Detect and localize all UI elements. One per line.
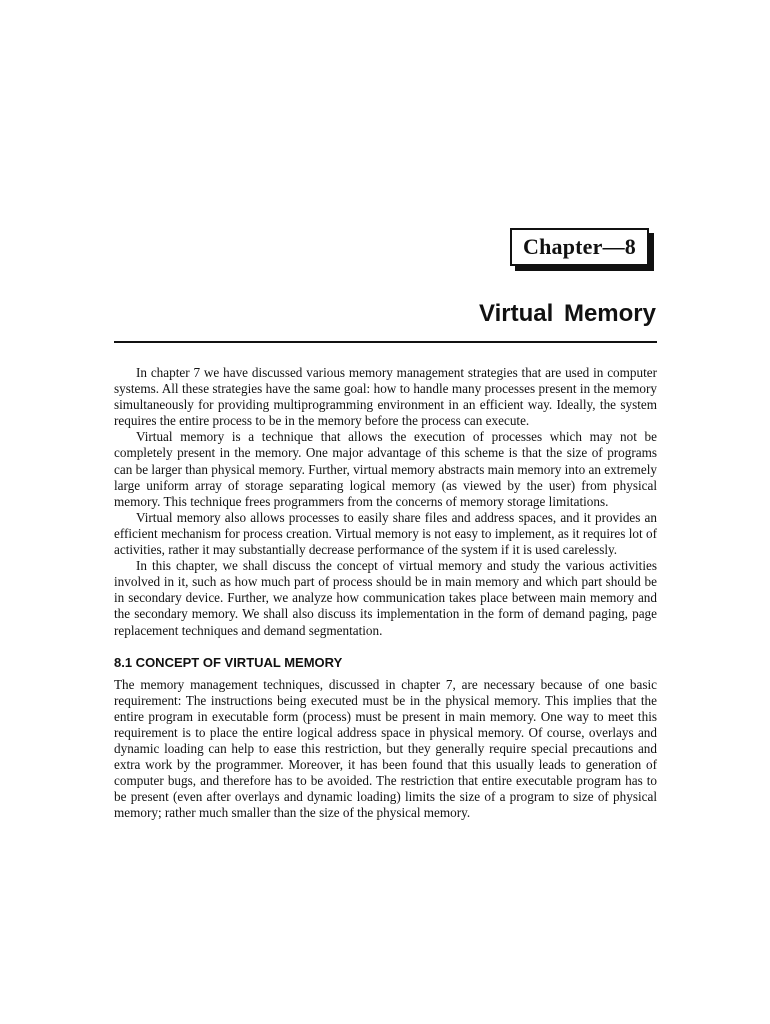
section-heading: 8.1 CONCEPT OF VIRTUAL MEMORY — [114, 654, 343, 670]
chapter-label: Chapter—8 — [522, 234, 636, 259]
chapter-label-box — [510, 228, 649, 266]
chapter-title: Virtual Memory — [479, 300, 656, 327]
section-paragraph: The memory management techniques, discussed in chapter 7, are necessary because of one basic requirement: The instructions being executed must be in the physical memory. This implies that the entire program in executable form (process) must be present in main memory. One way to meet this requirement is to place the entire logical address space in physical memory. Of course, overlays and dynamic loading can help to ease this restriction, but they generally require special precautions and extra work by the programmer. Moreover, it has been found that this usually leads to generation of computer bugs, and therefore has to be avoided. The restriction that entire executable program has to be present (even after overlays and dynamic loading) limits the size of a program to size of physical memory; rather much smaller than the size of the physical memory. — [114, 676, 657, 821]
intro-paragraph-3: Virtual memory also allows processes to easily share files and address spaces, and it provides an efficient mechanism for process creation. Virtual memory is not easy to implement, as it requires lot of activities, rather it may substantially decrease performance of the system if it is used carelessly. — [114, 509, 657, 558]
title-divider — [114, 341, 657, 343]
intro-paragraph-4: In this chapter, we shall discuss the concept of virtual memory and study the various activities involved in it, such as how much part of process should be in main memory and which part should be in secondary device. Further, we analyze how communication takes place between main memory and the secondary memory. We shall also discuss its implementation in the form of demand paging, page replacement techniques and demand segmentation. — [114, 558, 657, 638]
intro-paragraph-2: Virtual memory is a technique that allows the execution of processes which may not be completely present in the memory. One major advantage of this scheme is that the size of programs can be larger than physical memory. Further, virtual memory abstracts main memory into an extremely large uniform array of storage separating logical memory (as viewed by the user) from physical memory. This technique frees programmers from the concerns of memory storage limitations. — [114, 429, 657, 509]
intro-paragraph-1: In chapter 7 we have discussed various memory management strategies that are used in computer systems. All these strategies have the same goal: how to handle many processes present in the memory simultaneously for providing multiprogramming environment in an efficient way. Ideally, the system requires the entire process to be in the memory before the process can execute. — [114, 365, 657, 429]
chapter-body — [114, 365, 657, 821]
